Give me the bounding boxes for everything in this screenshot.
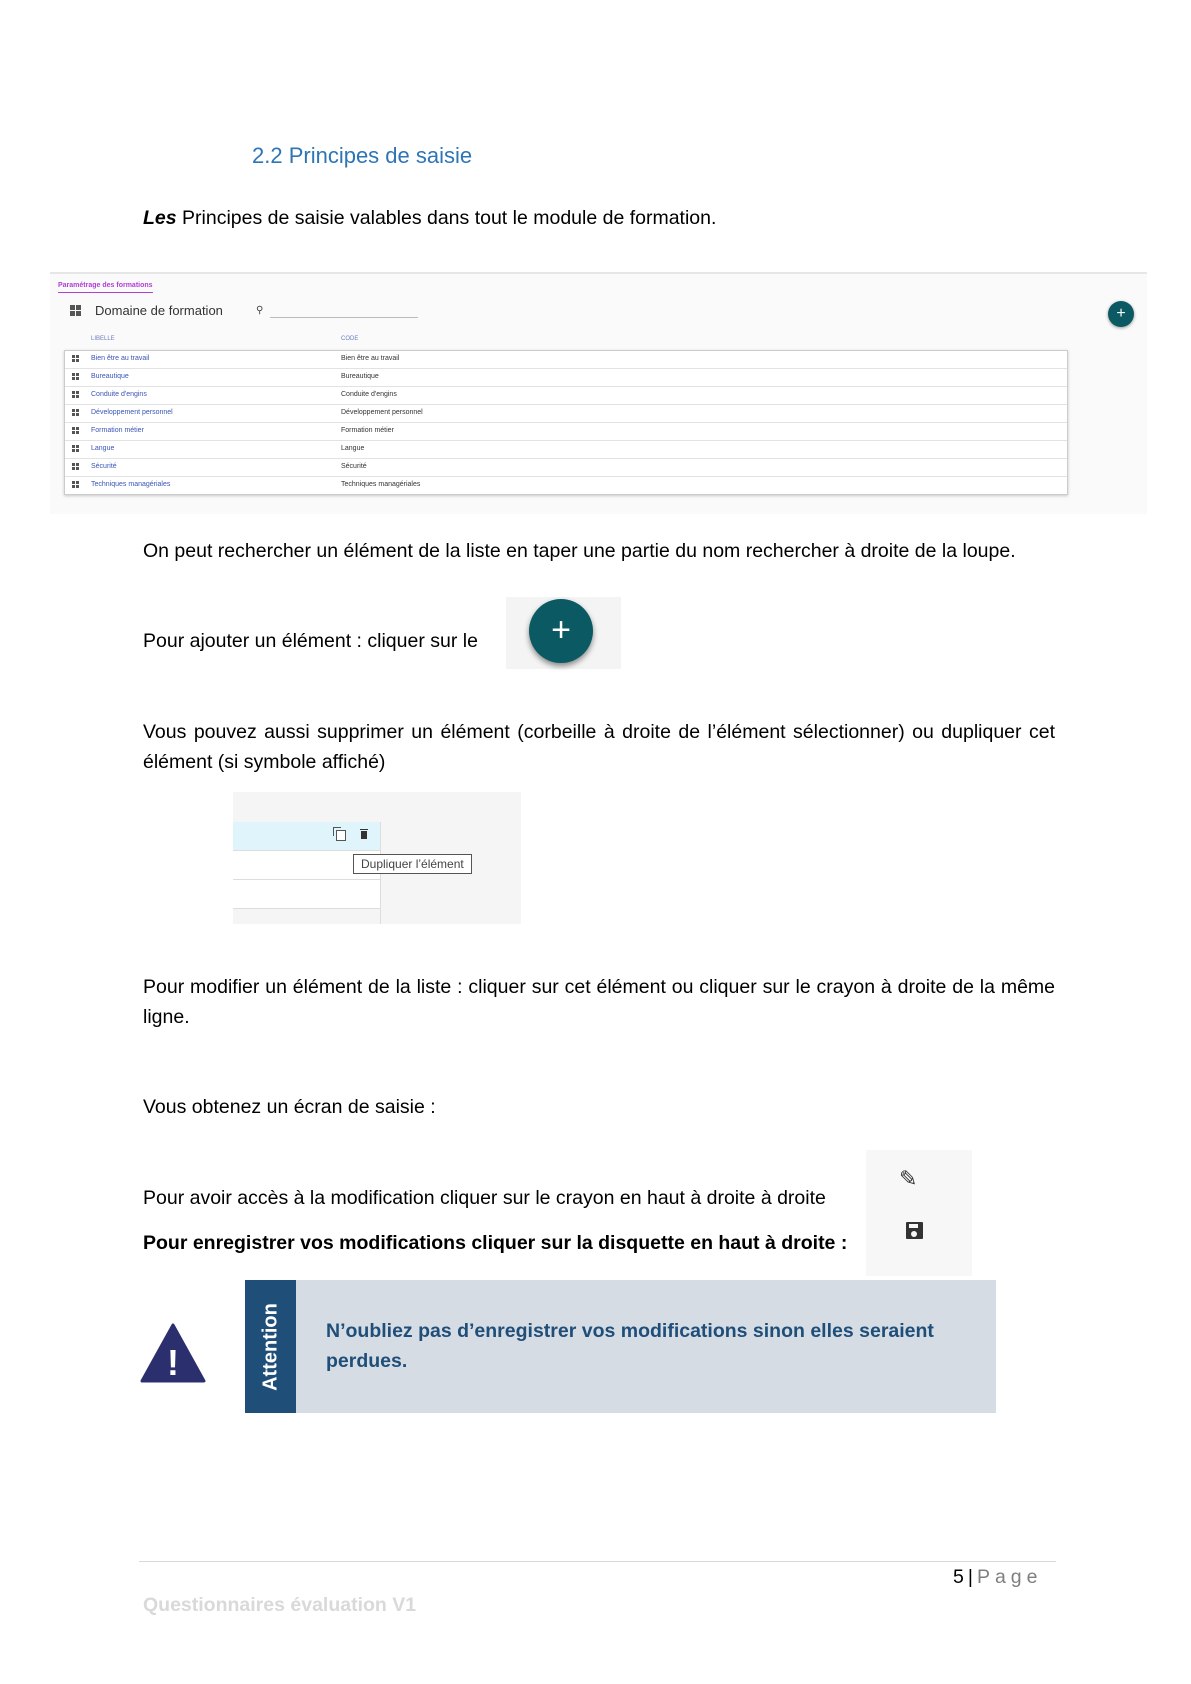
add-button-screenshot: [506, 597, 621, 669]
cell-libelle: Conduite d'engins: [91, 391, 147, 398]
access-paragraph: Pour avoir accès à la modification cliquer sur le crayon en haut à droite à droite: [143, 1187, 826, 1209]
intro-lead: Les: [143, 207, 177, 229]
duplicate-tooltip: Dupliquer l’élément: [353, 854, 472, 874]
column-header-code: CODE: [341, 336, 359, 342]
selected-row[interactable]: [233, 822, 380, 851]
cell-libelle: Développement personnel: [91, 409, 173, 416]
search-input[interactable]: [270, 317, 418, 318]
cell-libelle: Bureautique: [91, 373, 129, 380]
modify-paragraph: Pour modifier un élément de la liste : cliquer sur cet élément ou cliquer sur le crayon à droite de la même ligne.: [143, 976, 1055, 1028]
row-icon: [72, 427, 79, 434]
save-icon[interactable]: [906, 1222, 923, 1239]
row-icon: [72, 355, 79, 362]
add-button-large[interactable]: +: [529, 599, 593, 663]
column-header-libelle: LIBELLE: [91, 336, 115, 342]
search-paragraph: On peut rechercher un élément de la liste en taper une partie du nom rechercher à droite de la loupe.: [143, 540, 1016, 562]
row-icon: [72, 445, 79, 452]
cell-libelle: Langue: [91, 445, 115, 452]
warning-icon: [140, 1323, 206, 1383]
pencil-icon[interactable]: ✎: [899, 1166, 918, 1191]
table-row[interactable]: [65, 369, 1067, 387]
row-icon: [72, 409, 79, 416]
screen-paragraph: Vous obtenez un écran de saisie :: [143, 1096, 436, 1118]
breadcrumb[interactable]: Paramétrage des formations: [58, 282, 153, 293]
list-row[interactable]: [233, 880, 380, 909]
page-separator: |: [967, 1566, 973, 1588]
intro-rest: Principes de saisie valables dans tout le module de formation.: [176, 207, 717, 229]
cell-code: Langue: [341, 445, 365, 452]
page-number: [953, 1566, 1042, 1589]
table-row[interactable]: [65, 459, 1067, 477]
table-row[interactable]: [65, 351, 1067, 369]
list-header: [70, 303, 223, 318]
intro-paragraph: [143, 203, 1055, 233]
cell-code: Conduite d'engins: [341, 391, 397, 398]
add-paragraph: Pour ajouter un élément : cliquer sur le: [143, 630, 478, 652]
table-row[interactable]: [65, 423, 1067, 441]
row-icon: [72, 463, 79, 470]
duplicate-screenshot: [233, 792, 521, 924]
cell-code: Techniques managériales: [341, 481, 421, 488]
add-button[interactable]: +: [1108, 301, 1134, 327]
dashboard-icon: [70, 305, 81, 316]
list-table: [64, 350, 1068, 495]
attention-box: [296, 1280, 996, 1413]
page-word: Page: [976, 1566, 1043, 1588]
cell-libelle: Sécurité: [91, 463, 117, 470]
cell-code: Formation métier: [341, 427, 394, 434]
trash-icon[interactable]: [361, 831, 367, 839]
save-paragraph: Pour enregistrer vos modifications cliquer sur la disquette en haut à droite :: [143, 1232, 848, 1254]
row-icon: [72, 373, 79, 380]
footer-document-title: Questionnaires évaluation V1: [143, 1594, 417, 1616]
row-icon: [72, 481, 79, 488]
cell-code: Sécurité: [341, 463, 367, 470]
cell-code: Bureautique: [341, 373, 379, 380]
cell-libelle: Techniques managériales: [91, 481, 171, 488]
attention-text: N’oubliez pas d’enregistrer vos modifications sinon elles seraient perdues.: [326, 1320, 934, 1372]
footer-divider: [139, 1561, 1056, 1562]
search-icon: ⚲: [256, 305, 264, 316]
edit-save-screenshot: [866, 1150, 972, 1276]
table-row[interactable]: [65, 387, 1067, 405]
page-number-value: 5: [953, 1566, 964, 1588]
table-row[interactable]: [65, 405, 1067, 423]
cell-code: Développement personnel: [341, 409, 423, 416]
list-title: Domaine de formation: [95, 303, 223, 318]
warning-glyph: !: [167, 1342, 179, 1383]
row-icon: [72, 391, 79, 398]
table-row[interactable]: [65, 477, 1067, 494]
table-row[interactable]: [65, 441, 1067, 459]
list-screenshot: [50, 272, 1147, 514]
attention-band: [245, 1280, 296, 1413]
cell-code: Bien être au travail: [341, 355, 400, 362]
cell-libelle: Formation métier: [91, 427, 144, 434]
delete-paragraph: Vous pouvez aussi supprimer un élément (corbeille à droite de l’élément sélectionner) ou dupliquer cet élément (si symbole affiché): [143, 721, 1055, 773]
cell-libelle: Bien être au travail: [91, 355, 150, 362]
copy-icon[interactable]: [336, 830, 346, 841]
section-heading: 2.2 Principes de saisie: [252, 143, 473, 168]
attention-label: Attention: [259, 1302, 281, 1391]
